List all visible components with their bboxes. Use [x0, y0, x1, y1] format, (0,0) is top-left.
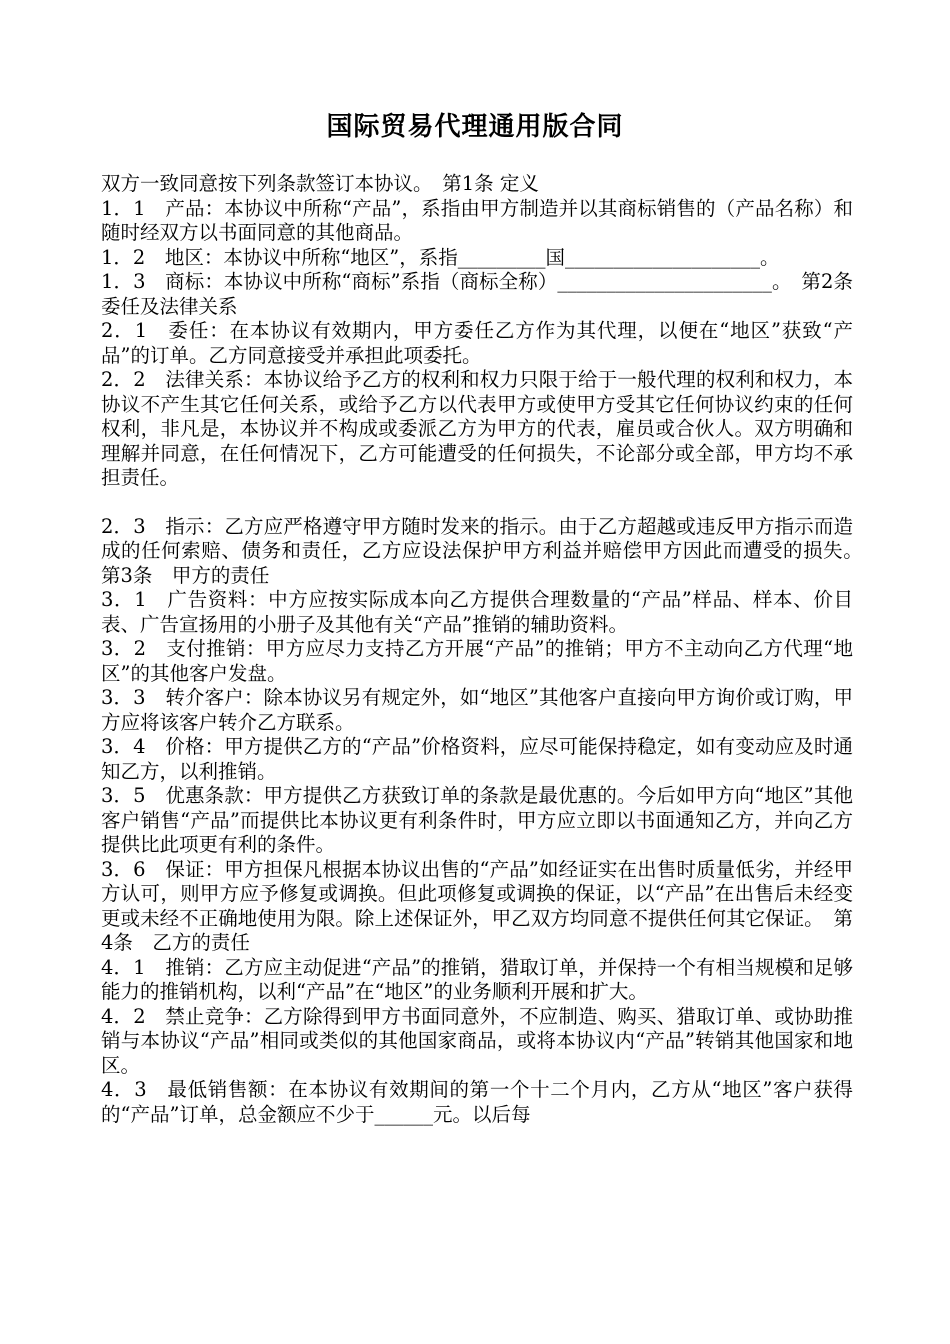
clause-2-3: 2．3 指示：乙方应严格遵守甲方随时发来的指示。由于乙方超越或违反甲方指示而造成的任何索赔、债务和责任，乙方应设法保护甲方利益并赔偿甲方因此而遭受的损失。 第3条 甲方的责任: [101, 514, 873, 587]
clause-1-2: 1．2 地区：本协议中所称“地区”，系指_________国____________________。: [101, 245, 780, 269]
clause-3-2: 3．2 支付推销：甲方应尽力支持乙方开展“产品”的推销；甲方不主动向乙方代理“地区”的其他客户发盘。: [101, 637, 853, 685]
clause-3-5: 3．5 优惠条款：甲方提供乙方获致订单的条款是最优惠的。今后如甲方向“地区”其他客户销售“产品”而提供比本协议更有利条件时，甲方应立即以书面通知乙方，并向乙方提供比此项更有利的条件。: [101, 784, 853, 856]
document-title: 国际贸易代理通用版合同: [326, 112, 624, 142]
clause-2-2: 2．2 法律关系：本协议给予乙方的权利和权力只限于给于一般代理的权利和权力，本协议不产生其它任何关系，或给予乙方以代表甲方或使甲方受其它任何协议约束的任何权利，非凡是，本协议并不构成或委派乙方为甲方的代表，雇员或合伙人。双方明确和理解并同意，在任何情况下，乙方可能遭受的任何损失，不论部分或全部，甲方均不承担责任。: [101, 368, 853, 489]
paragraph-intro: 双方一致同意按下列条款签订本协议。 第1条 定义: [101, 172, 539, 195]
clause-1-3: 1．3 商标：本协议中所称“商标”系指（商标全称）______________________。 第2条 委任及法律关系: [101, 270, 873, 318]
clause-2-1: 2．1 委任：在本协议有效期内，甲方委任乙方作为其代理，以便在“地区”获致“产品”的订单。乙方同意接受并承担此项委托。: [101, 319, 853, 367]
clause-3-3: 3．3 转介客户：除本协议另有规定外，如“地区”其他客户直接向甲方询价或订购，甲方应将该客户转介乙方联系。: [101, 686, 853, 734]
clause-4-2: 4．2 禁止竞争：乙方除得到甲方书面同意外，不应制造、购买、猎取订单、或协助推销与本协议“产品”相同或类似的其他国家商品，或将本协议内“产品”转销其他国家和地区。: [101, 1004, 853, 1077]
document-body: [101, 172, 873, 1127]
clause-4-1: 4．1 推销：乙方应主动促进“产品”的推销，猎取订单，并保持一个有相当规模和足够能力的推销机构，以利“产品”在“地区”的业务顺利开展和扩大。: [101, 955, 853, 1003]
clause-3-4: 3．4 价格：甲方提供乙方的“产品”价格资料，应尽可能保持稳定，如有变动应及时通知乙方，以利推销。: [101, 735, 853, 783]
clause-1-1: 1．1 产品：本协议中所称“产品”，系指由甲方制造并以其商标销售的（产品名称）和随时经双方以书面同意的其他商品。: [101, 196, 853, 244]
clause-3-6: 3．6 保证：甲方担保凡根据本协议出售的“产品”如经证实在出售时质量低劣，并经甲方认可，则甲方应予修复或调换。但此项修复或调换的保证，以“产品”在出售后未经变更或未经不正确地使用为限。除上述保证外，甲乙双方均同意不提供任何其它保证。 第4条 乙方的责任: [101, 857, 853, 954]
clause-3-1: 3．1 广告资料：中方应按实际成本向乙方提供合理数量的“产品”样品、样本、价目表、广告宣扬用的小册子及其他有关“产品”推销的辅助资料。: [101, 588, 853, 636]
clause-4-3: 4．3 最低销售额：在本协议有效期间的第一个十二个月内，乙方从“地区”客户获得的“产品”订单，总金额应不少于______元。以后每: [101, 1078, 853, 1126]
